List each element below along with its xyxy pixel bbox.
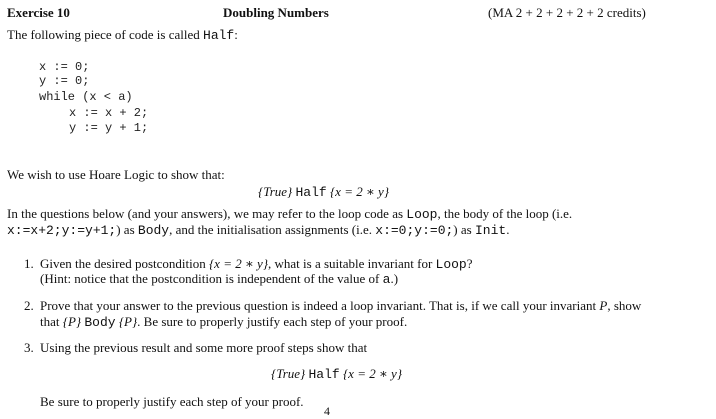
refer-text-b: , the body of the loop (i.e. [437,206,573,221]
q2-body: Body [84,315,116,330]
exercise-label: Exercise 10 [7,5,70,20]
q3-post: {x = 2 ∗ y} [342,366,403,381]
question-1-number: 1. [24,256,34,271]
q1-hint-var: a [382,272,391,287]
refer-text-d: , and the initialisation assignments (i.e. [169,222,376,237]
question-3-closing: Be sure to properly justify each step of your proof. [40,394,304,409]
exercise-title: Doubling Numbers [223,5,329,20]
question-2-line-1 [40,298,641,313]
intro-colon: : [234,27,238,42]
page-number: 4 [324,404,330,418]
code-line-1: x := 0; [39,60,90,74]
question-2-line-2 [40,314,407,330]
hoare-triple-q3 [271,366,402,382]
code-line-3: while (x < a) [39,90,133,104]
q3-pre: {True} [271,366,306,381]
q2-post: {P} [118,314,138,329]
code-line-5: y := y + 1; [69,121,149,135]
q2-invariant-p: P [599,298,608,313]
q1-text-b: , what is a suitable invariant for [268,256,436,271]
q1-math: {x = 2 ∗ y} [208,256,269,271]
q1-text-a: Given the desired postcondition [40,256,209,271]
q2-line2-b: . Be sure to properly justify each step of your proof. [137,314,408,329]
intro-text: The following piece of code is called [7,27,204,42]
question-3-line-1: Using the previous result and some more proof steps show that [40,340,368,355]
triple-post: {x = 2 ∗ y} [329,184,390,199]
refer-init: Init [474,223,507,238]
question-1-hint [40,271,398,287]
triple-prog: Half [295,185,327,200]
q3-prog: Half [308,367,340,382]
question-2-number: 2. [24,298,34,313]
refer-line-2 [7,222,509,238]
refer-text-c: ) as [116,222,138,237]
q2-line1-end: , show [607,298,642,313]
q1-text-c: ? [466,256,473,271]
refer-body: Body [137,223,170,238]
refer-line-1 [7,206,707,222]
refer-init-code: x:=0;y:=0; [375,223,454,238]
q1-hint-b: .) [390,271,399,286]
refer-loop: Loop [406,207,438,222]
hoare-triple-main [258,184,389,200]
code-line-2: y := 0; [39,74,90,88]
q2-line1: Prove that your answer to the previous question is indeed a loop invariant. That is, if we call your invariant [40,298,600,313]
q1-loop: Loop [435,257,467,272]
refer-text-e: ) as [453,222,475,237]
question-1-text [40,256,473,272]
credits-label: (MA 2 + 2 + 2 + 2 + 2 credits) [488,5,646,20]
code-line-4: x := x + 2; [69,106,149,120]
q2-pre: {P} [62,314,82,329]
program-name: Half [203,28,235,43]
q2-line2-a: that [40,314,63,329]
wish-text: We wish to use Hoare Logic to show that: [7,167,225,182]
question-3-number: 3. [24,340,34,355]
intro-line [7,27,238,43]
refer-body-code: x:=x+2;y:=y+1; [7,223,117,238]
refer-text-a: In the questions below (and your answers), we may refer to the loop code as [7,206,407,221]
q1-hint-a: (Hint: notice that the postcondition is independent of the value of [40,271,383,286]
triple-pre: {True} [258,184,293,199]
refer-text-f: . [506,222,510,237]
